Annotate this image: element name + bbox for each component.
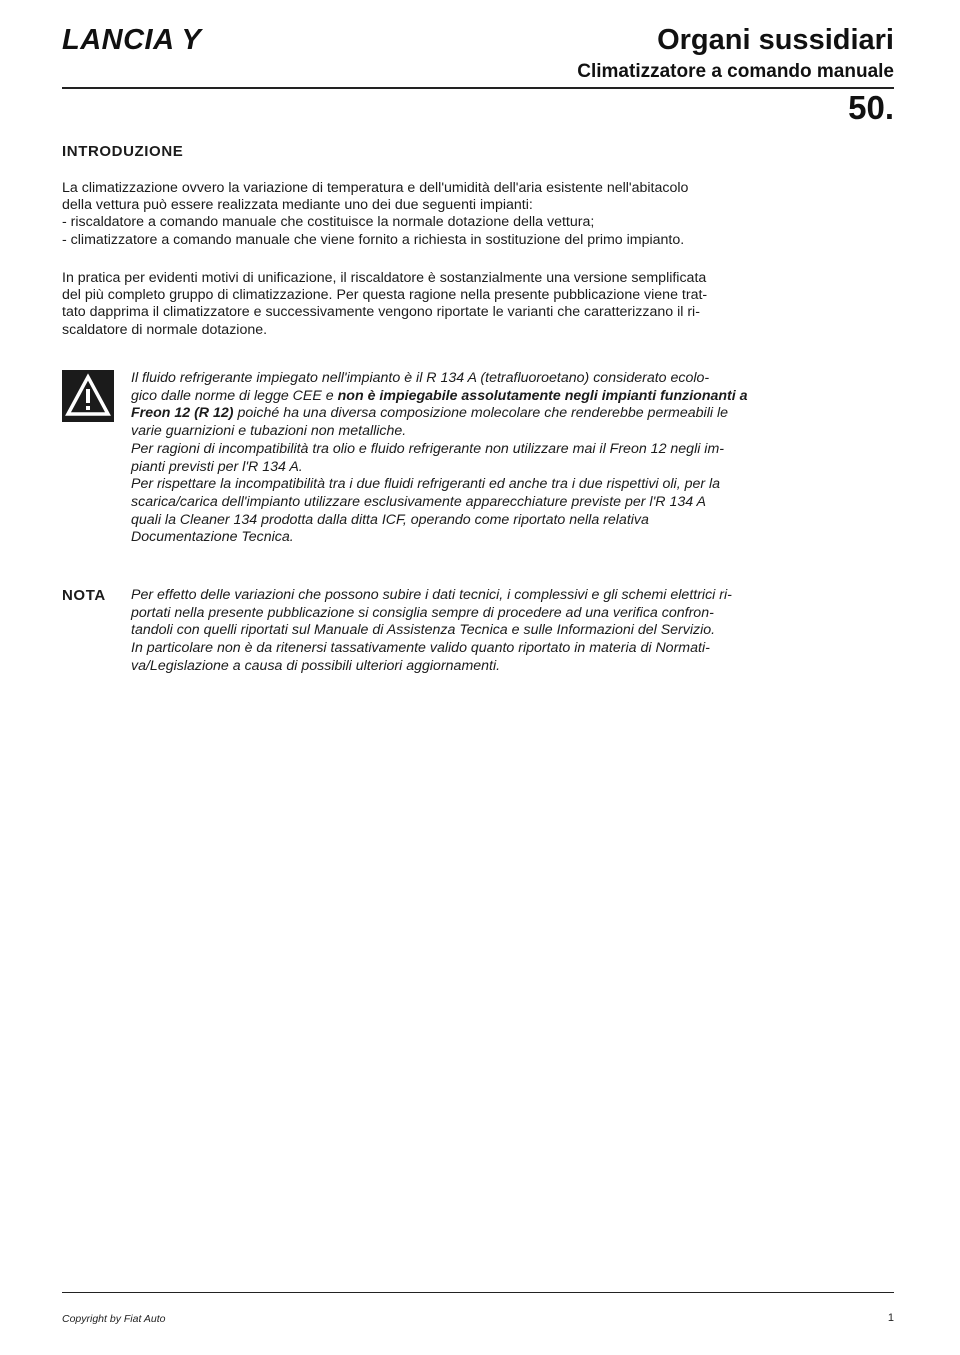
text-line: - riscaldatore a comando manuale che costituisce la normale dotazione della vettura;: [62, 214, 595, 231]
page-title: Organi sussidiari: [657, 24, 894, 56]
page-number: 1: [887, 1312, 894, 1324]
text-line: Per rispettare la incompatibilità tra i due fluidi refrigeranti ed anche tra i due rispettivi oli, per la: [131, 476, 721, 493]
text-line: In particolare non è da ritenersi tassativamente valido quanto riportato in materia di Normati-: [131, 640, 710, 657]
intro-paragraph-1: [62, 180, 896, 249]
warning-triangle-icon: [62, 370, 114, 422]
nota-text: [131, 587, 897, 676]
text-line: scarica/carica dell'impianto utilizzare esclusivamente apparecchiature previste per l'R 134 A: [131, 493, 707, 510]
intro-paragraph-2: [62, 270, 896, 339]
warning-note: [131, 370, 897, 547]
text-line: gico dalle norme di legge CEE e: [131, 387, 338, 404]
text-line: poiché ha una diversa composizione molecolare che renderebbe permeabili le: [233, 405, 728, 422]
text-line: Per effetto delle variazioni che possono subire i dati tecnici, i complessivi e gli schemi elettrici ri-: [131, 587, 732, 603]
text-line: Per ragioni di incompatibilità tra olio e fluido refrigerante non utilizzare mai il Freon 12 negli im-: [131, 440, 725, 457]
text-line: tato dapprima il climatizzatore e successivamente vengono riportate le varianti che caratterizzano il ri-: [62, 304, 700, 321]
text-line: portati nella presente pubblicazione si consiglia sempre di procedere ad una verifica confron-: [131, 604, 714, 621]
copyright-notice: Copyright by Fiat Auto: [62, 1313, 166, 1325]
text-line: varie guarnizioni e tubazioni non metalliche.: [131, 423, 407, 440]
text-line: La climatizzazione ovvero la variazione di temperatura e dell'umidità dell'aria esistente nell'abitacolo: [62, 180, 689, 196]
text-line: - climatizzatore a comando manuale che viene fornito a richiesta in sostituzione del primo impianto.: [62, 231, 685, 248]
header-divider: [62, 87, 894, 89]
chapter-number: 50.: [848, 89, 894, 126]
text-line: pianti previsti per l'R 134 A.: [131, 458, 303, 475]
text-line: tandoli con quelli riportati sul Manuale di Assistenza Tecnica e sulle Informazioni del Servizio.: [131, 622, 716, 639]
text-line: quali la Cleaner 134 prodotta dalla ditta ICF, operando come riportato nella relativa: [131, 511, 649, 528]
brand-title: LANCIA Y: [62, 24, 202, 56]
emphasis-text: Freon 12 (R 12): [131, 405, 234, 422]
footer-divider: [62, 1292, 894, 1293]
text-line: scaldatore di normale dotazione.: [62, 321, 268, 338]
page-subtitle: Climatizzatore a comando manuale: [577, 61, 894, 82]
nota-label: NOTA: [62, 587, 106, 604]
text-line: va/Legislazione a causa di possibili ulteriori aggiornamenti.: [131, 657, 501, 674]
text-line: della vettura può essere realizzata mediante uno dei due seguenti impianti:: [62, 197, 533, 214]
text-line: Documentazione Tecnica.: [131, 529, 294, 546]
emphasis-text: non è impiegabile assolutamente negli impianti funzionanti a: [337, 387, 748, 404]
section-heading: INTRODUZIONE: [62, 143, 184, 160]
text-line: del più completo gruppo di climatizzazione. Per questa ragione nella presente pubblicazione viene trat-: [62, 287, 708, 304]
text-line: In pratica per evidenti motivi di unificazione, il riscaldatore è sostanzialmente una versione semplificata: [62, 270, 707, 286]
text-line: Il fluido refrigerante impiegato nell'impianto è il R 134 A (tetrafluoroetano) considerato ecolo-: [131, 370, 710, 386]
